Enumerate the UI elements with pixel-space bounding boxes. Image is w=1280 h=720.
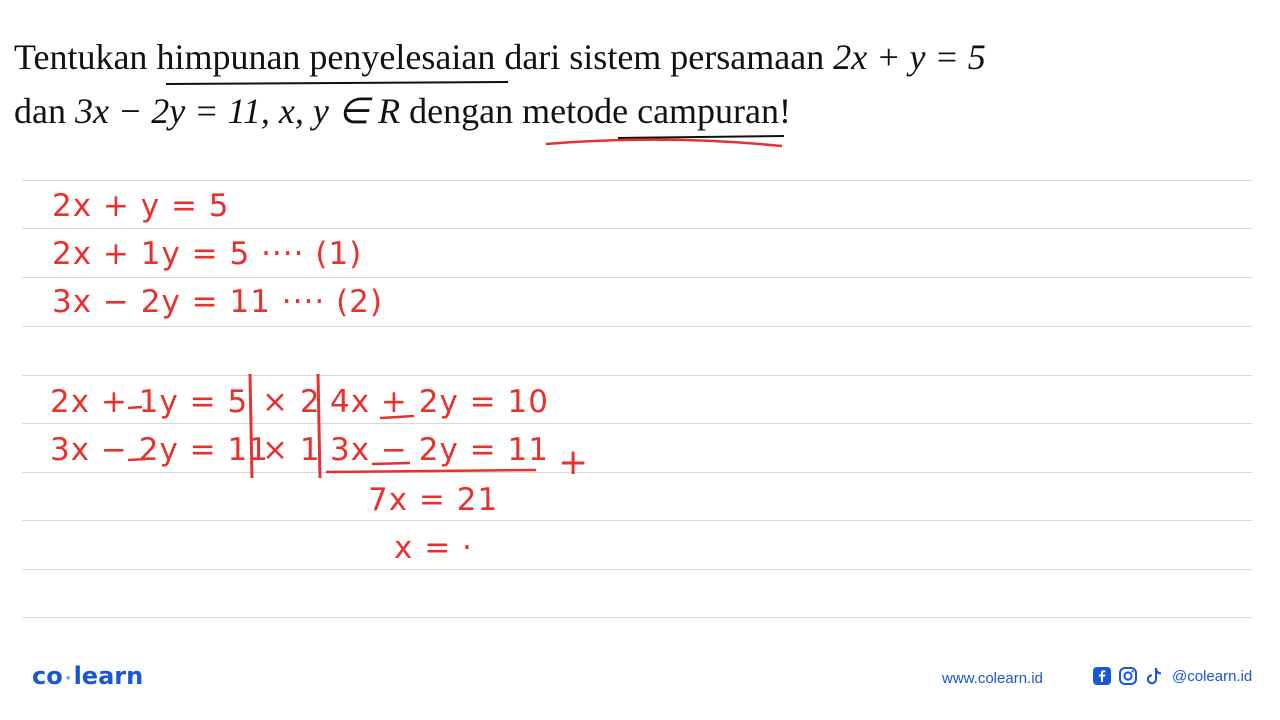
logo-dot: · <box>64 668 72 689</box>
question-text-segment: dengan metode <box>400 91 638 131</box>
multiplier-1: × 2 <box>262 384 321 420</box>
social-links <box>1092 666 1252 686</box>
handwritten-equation-1: 2x + 1y = 5 ···· (1) <box>52 236 363 272</box>
handwritten-equation: 2x + y = 5 <box>52 188 230 224</box>
elim-row1-right: 4x + 2y = 10 <box>330 384 549 420</box>
elim-row1-left: 2x + 1y = 5 <box>50 384 249 420</box>
question-math: 2x + y = 5 <box>833 37 986 77</box>
colearn-logo[interactable] <box>32 662 143 690</box>
underline-campuran <box>618 136 784 138</box>
red-underline-campuran <box>546 140 782 146</box>
multiplier-2: × 1 <box>262 432 321 468</box>
footer <box>0 650 1280 710</box>
website-link[interactable]: www.colearn.id <box>942 670 1043 687</box>
mark-2y <box>128 459 146 460</box>
question-text-segment: Tentukan <box>14 37 157 77</box>
question-text-segment: dari sistem persamaan <box>495 37 834 77</box>
elim-row2-left: 3x − 2y = 11 <box>50 432 269 468</box>
question-text-segment: dan <box>14 91 75 131</box>
facebook-icon[interactable] <box>1092 666 1112 686</box>
question-underlined-text: campuran! <box>637 91 792 131</box>
mark-plus-2y <box>380 416 414 418</box>
separator-bar-1 <box>250 374 252 478</box>
logo-co: co <box>32 662 63 690</box>
elim-row2-right: 3x − 2y = 11 <box>330 432 549 468</box>
handwritten-equation-2: 3x − 2y = 11 ···· (2) <box>52 284 383 320</box>
separator-bar-2 <box>318 374 320 478</box>
question-math: 3x − 2y = 11, x, y ∈ R <box>74 91 401 131</box>
logo-learn: learn <box>73 662 144 690</box>
instagram-icon[interactable] <box>1118 666 1138 686</box>
mark-1y <box>128 407 142 408</box>
elim-solve-x: x = · <box>394 530 473 566</box>
elim-sum: 7x = 21 <box>368 482 499 518</box>
mark-minus-2y <box>372 463 410 464</box>
plus-operator: + <box>558 442 590 483</box>
sum-rule-line <box>326 470 536 472</box>
underline-himpunan <box>166 82 508 84</box>
tiktok-icon[interactable] <box>1144 666 1164 686</box>
question-underlined-text: himpunan penyelesaian <box>156 37 496 77</box>
social-handle[interactable]: @colearn.id <box>1172 667 1253 685</box>
